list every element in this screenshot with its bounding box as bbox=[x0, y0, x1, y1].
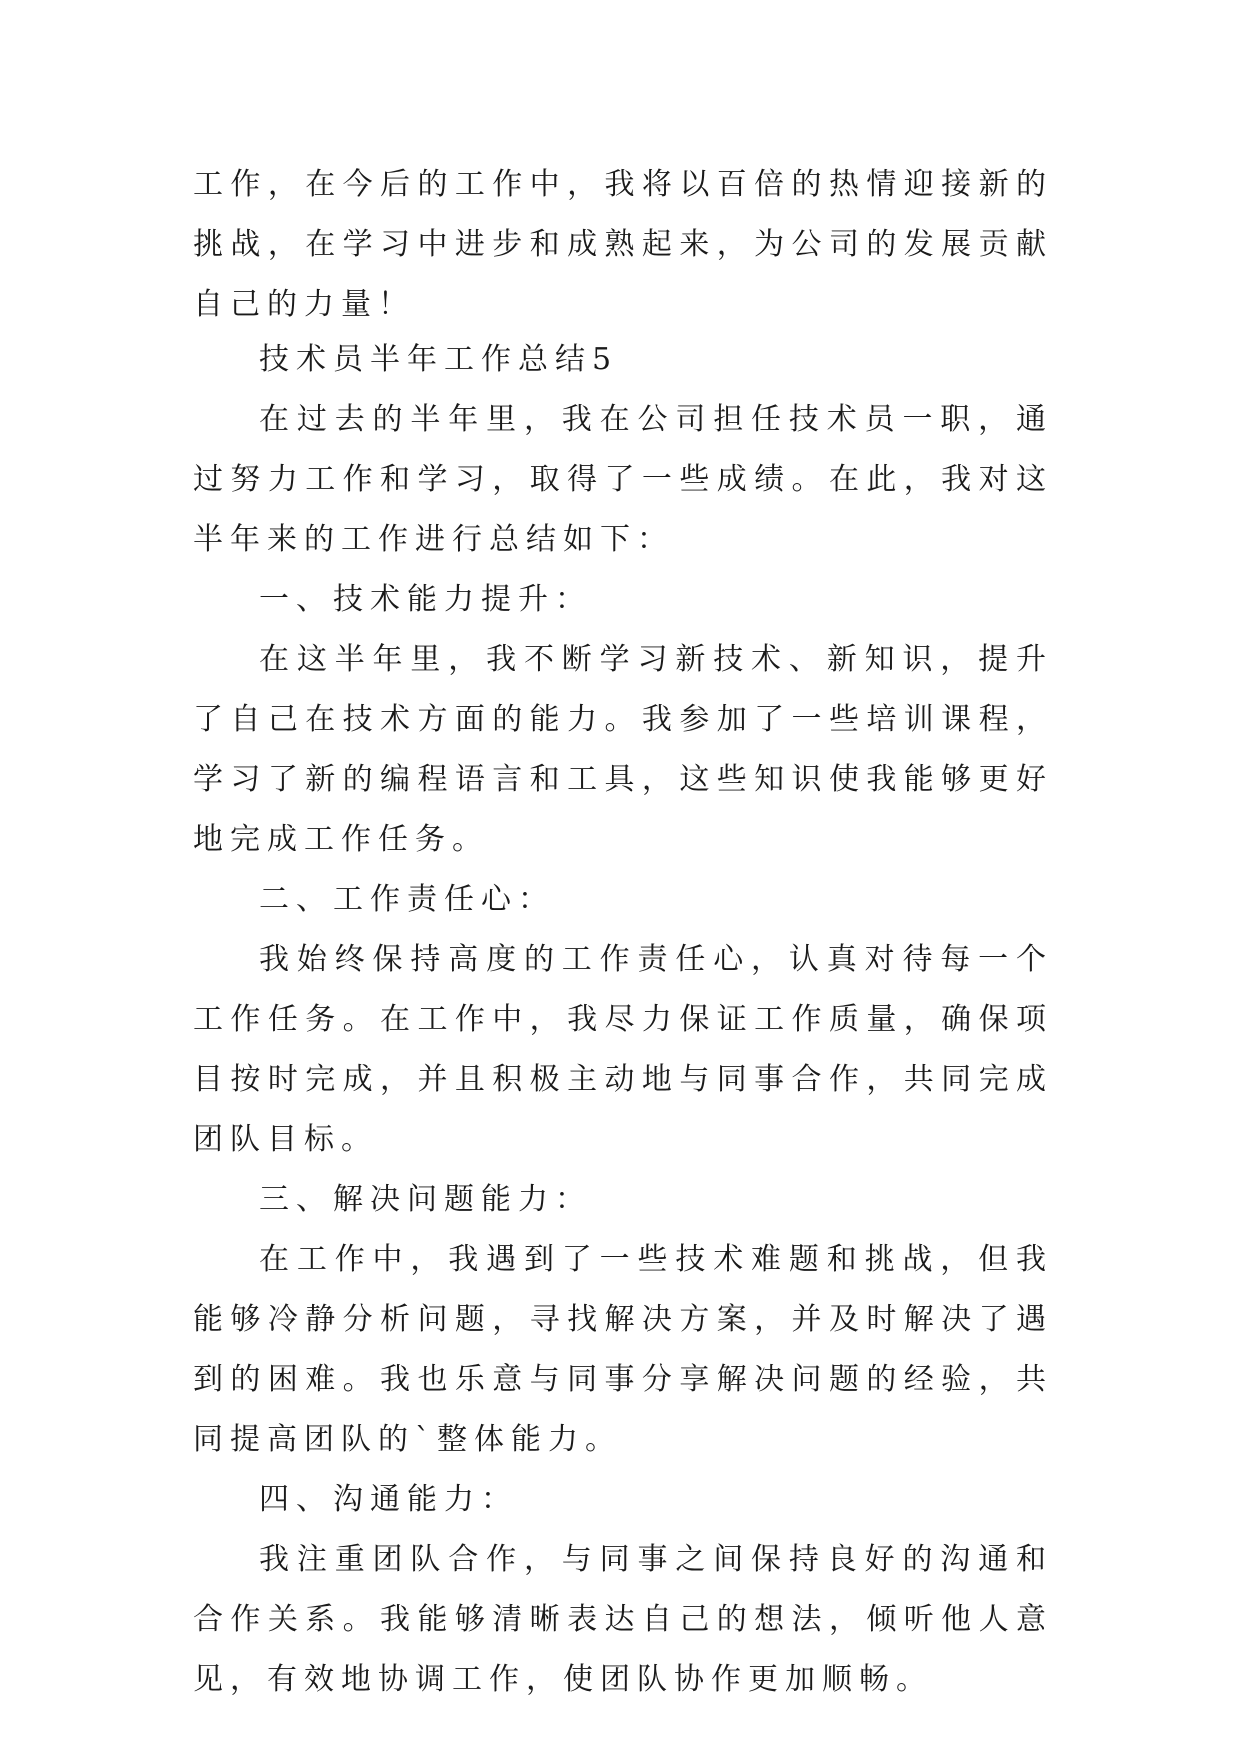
item-heading-responsibility: 二、工作责任心： bbox=[259, 882, 555, 917]
previous-section-ending bbox=[193, 155, 1053, 335]
item-body-problem-solving: 在工作中，我遇到了一些技术难题和挑战，但我能够冷静分析问题，寻找解决方案，并及时解决了遇到的困难。我也乐意与同事分享解决问题的经验，共同提高团队的`整体能力。 bbox=[193, 1242, 1053, 1457]
item-body-responsibility: 我始终保持高度的工作责任心，认真对待每一个工作任务。在工作中，我尽力保证工作质量，确保项目按时完成，并且积极主动地与同事合作，共同完成团队目标。 bbox=[193, 942, 1053, 1157]
item-body-communication: 我注重团队合作，与同事之间保持良好的沟通和合作关系。我能够清晰表达自己的想法，倾听他人意见，有效地协调工作，使团队协作更加顺畅。 bbox=[193, 1542, 1053, 1697]
section-5 bbox=[193, 330, 1053, 1710]
section-title: 技术员半年工作总结5 bbox=[259, 342, 619, 377]
intro-paragraph: 在过去的半年里，我在公司担任技术员一职，通过努力工作和学习，取得了一些成绩。在此，我对这半年来的工作进行总结如下： bbox=[193, 402, 1053, 557]
continuation-paragraph: 工作，在今后的工作中，我将以百倍的热情迎接新的挑战，在学习中进步和成熟起来，为公司的发展贡献自己的力量！ bbox=[193, 167, 1053, 322]
item-body-skill: 在这半年里，我不断学习新技术、新知识，提升了自己在技术方面的能力。我参加了一些培训课程，学习了新的编程语言和工具，这些知识使我能够更好地完成工作任务。 bbox=[193, 642, 1053, 857]
item-heading-problem-solving: 三、解决问题能力： bbox=[259, 1182, 592, 1217]
item-heading-communication: 四、沟通能力： bbox=[259, 1482, 518, 1517]
item-heading-skill: 一、技术能力提升： bbox=[259, 582, 592, 617]
